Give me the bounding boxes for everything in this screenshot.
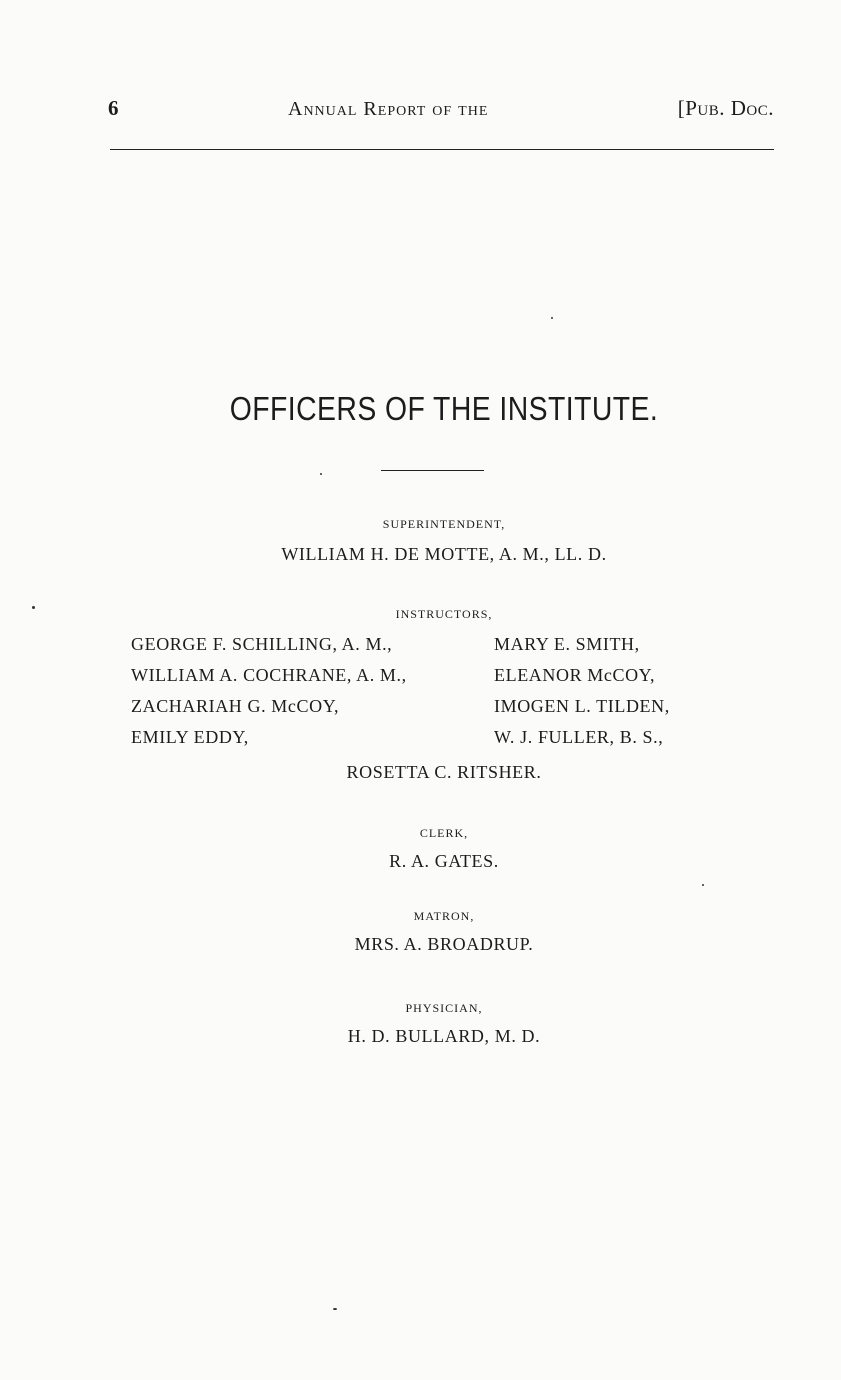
scan-speck: [702, 884, 704, 886]
instructor-name: ELEANOR McCOY,: [494, 665, 656, 685]
scan-speck: [333, 1308, 337, 1310]
matron-label: MATRON,: [413, 909, 475, 923]
superintendent-name: WILLIAM H. DE MOTTE, A. M., LL. D.: [281, 544, 607, 564]
instructor-name: MARY E. SMITH,: [494, 634, 640, 654]
physician-label: PHYSICIAN,: [405, 1001, 483, 1015]
page-title: OFFICERS OF THE INSTITUTE.: [229, 390, 659, 427]
instructor-name: WILLIAM A. COCHRANE, A. M.,: [131, 665, 407, 685]
scan-speck: [551, 317, 553, 319]
clerk-name: R. A. GATES.: [389, 851, 499, 871]
running-title: Annual Report of the: [288, 98, 489, 120]
instructor-name: W. J. FULLER, B. S.,: [494, 727, 664, 747]
page-number: 6: [108, 96, 119, 120]
instructors-label: INSTRUCTORS,: [395, 607, 493, 621]
instructor-name: ZACHARIAH G. McCOY,: [131, 696, 340, 716]
instructor-name: IMOGEN L. TILDEN,: [494, 696, 670, 716]
clerk-label: CLERK,: [419, 826, 469, 840]
instructors-left-column: [131, 629, 407, 753]
header-rule: [110, 149, 774, 150]
instructor-name-last: ROSETTA C. RITSHER.: [346, 762, 542, 782]
title-rule: [381, 470, 484, 471]
instructor-name: GEORGE F. SCHILLING, A. M.,: [131, 634, 393, 654]
instructor-name: EMILY EDDY,: [131, 727, 249, 747]
running-doc-label: [Pub. Doc.: [677, 96, 774, 120]
superintendent-label: SUPERINTENDENT,: [382, 517, 506, 531]
instructors-right-column: [494, 629, 670, 753]
running-head: [108, 96, 774, 124]
scan-speck: [320, 473, 322, 475]
scan-speck: [32, 606, 35, 609]
physician-name: H. D. BULLARD, M. D.: [347, 1026, 541, 1046]
matron-name: MRS. A. BROADRUP.: [354, 934, 534, 954]
